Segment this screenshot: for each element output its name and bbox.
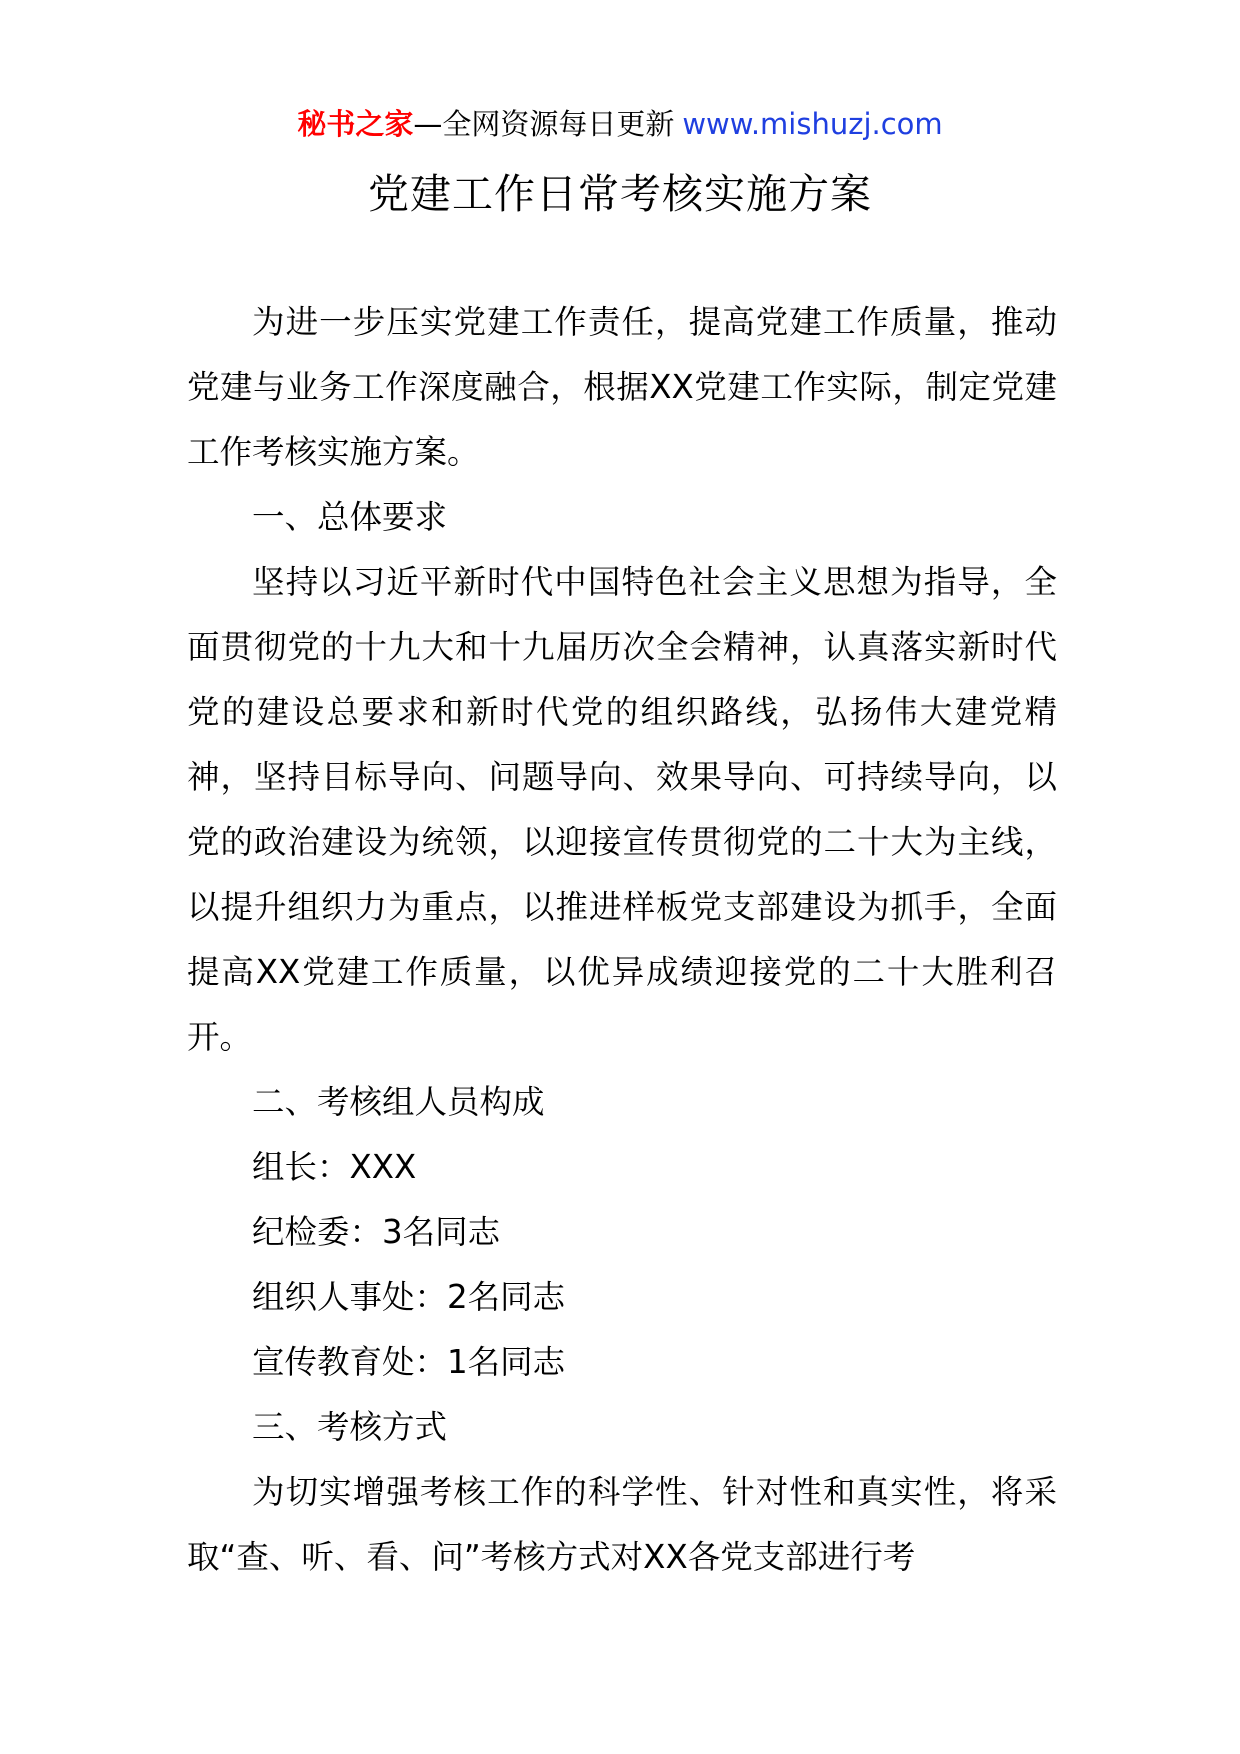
- site-name: 秘书之家: [297, 107, 414, 141]
- section-heading-team-composition: 二、考核组人员构成: [252, 1083, 545, 1121]
- document-title: 党建工作日常考核实施方案: [368, 170, 872, 218]
- general-requirements-paragraph: 坚持以习近平新时代中国特色社会主义思想为指导，全面贯彻党的十九大和十九届历次全会精神，认真落实新时代党的建设总要求和新时代党的组织路线，弘扬伟大建党精神，坚持目标导向、问题导向、效果导向、可持续导向，以党的政治建设为统领，以迎接宣传贯彻党的二十大为主线，以提升组织力为重点，以推进样板党支部建设为抓手，全面提高XX党建工作质量，以优异成绩迎接党的二十大胜利召开。: [187, 563, 1057, 1056]
- intro-paragraph: 为进一步压实党建工作责任，提高党建工作质量，推动党建与业务工作深度融合，根据XX党建工作实际，制定党建工作考核实施方案。: [187, 303, 1057, 471]
- section-heading-general-requirements: 一、总体要求: [252, 498, 448, 536]
- team-leader-line: 组长：XXX: [252, 1148, 417, 1186]
- assessment-method-paragraph: 为切实增强考核工作的科学性、针对性和真实性，将采取“查、听、看、问”考核方式对XX各党支部进行考: [187, 1473, 1057, 1576]
- organization-personnel-line: 组织人事处：2名同志: [252, 1278, 566, 1316]
- discipline-committee-line: 纪检委：3名同志: [252, 1213, 501, 1251]
- publicity-education-line: 宣传教育处：1名同志: [252, 1343, 566, 1381]
- site-slogan: —全网资源每日更新: [413, 107, 675, 141]
- section-heading-assessment-method: 三、考核方式: [252, 1408, 448, 1446]
- site-header: [0, 104, 1240, 144]
- site-url[interactable]: www.mishuzj.com: [682, 107, 943, 141]
- document-body: [187, 290, 1057, 1590]
